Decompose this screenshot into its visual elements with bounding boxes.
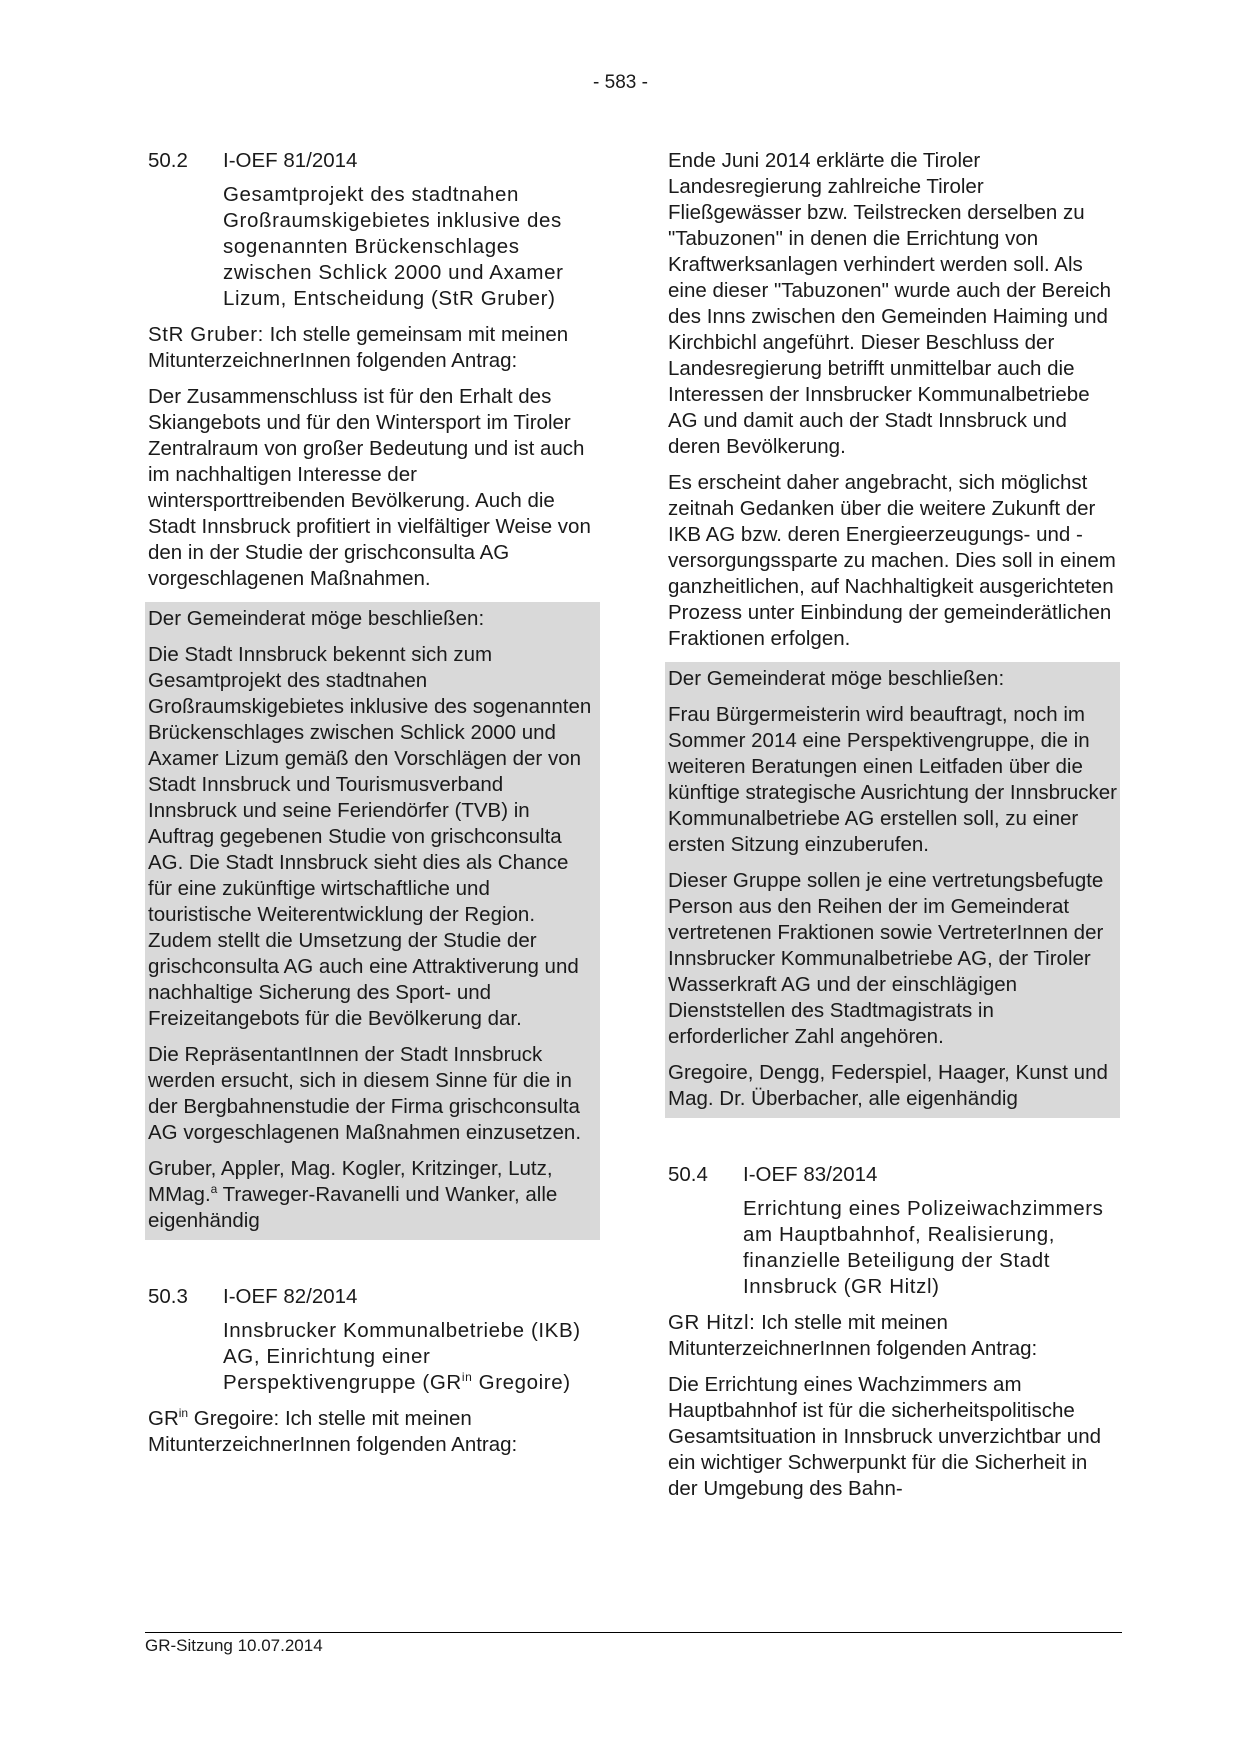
speaker-name: GR — [148, 1407, 179, 1430]
signers-text: Gruber, Appler, Mag. Kogler, Kritzinger, Lutz, MMag. — [148, 1157, 553, 1206]
section-heading-50-3 — [145, 1284, 600, 1310]
section-title: Errichtung eines Polizeiwachzimmers am Hauptbahnhof, Realisierung, finanzielle Beteiligung der Stadt Innsbruck (GR Hitzl) — [743, 1197, 1104, 1298]
intro-paragraph — [145, 322, 600, 374]
intro-text: Gregoire: Ich stelle mit meinen MitunterzeichnerInnen folgenden Antrag: — [148, 1407, 518, 1456]
motion-heading: Der Gemeinderat möge beschließen: — [148, 607, 485, 630]
reason-paragraph: Es erscheint daher angebracht, sich möglichst zeitnah Gedanken über die weitere Zukunft der IKB AG bzw. deren Energieerzeugungs- und -versorgungssparte zu machen. Dies soll in einem ganzheitlichen, auf Nachhaltigkeit ausgerichteten Prozess unter Einbindung der gemeinderätlichen Fraktionen erfolgen. — [668, 471, 1116, 650]
signers — [145, 1152, 600, 1240]
speaker-name: StR Gruber: — [148, 323, 264, 346]
section-number: 50.2 — [148, 149, 188, 172]
title-sup: in — [461, 1370, 473, 1385]
right-column — [665, 148, 1120, 1512]
section-code: I-OEF 83/2014 — [743, 1163, 878, 1186]
section-number: 50.4 — [668, 1163, 708, 1186]
section-gap — [665, 1118, 1120, 1162]
motion-box — [145, 602, 600, 1240]
section-code: I-OEF 81/2014 — [223, 149, 358, 172]
footer-session-date: GR-Sitzung 10.07.2014 — [145, 1636, 323, 1655]
signers-text: Traweger-Ravanelli und Wanker, alle eigenhändig — [148, 1183, 558, 1232]
intro-paragraph — [665, 1310, 1120, 1362]
reason-paragraph: Die Errichtung eines Wachzimmers am Hauptbahnhof ist für die sicherheitspolitische Gesamtsituation in Innsbruck unverzichtbar und ein wichtiger Schwerpunkt für die Sicherheit in der Umgebung des Bahn- — [668, 1373, 1102, 1500]
motion-paragraph: Die RepräsentantInnen der Stadt Innsbruck werden ersucht, sich in diesem Sinne für die in der Bergbahnenstudie der Firma grischconsulta AG vorgeschlagenen Maßnahmen einzusetzen. — [148, 1043, 582, 1144]
page-number: - 583 - — [593, 72, 648, 93]
motion-paragraph: Frau Bürgermeisterin wird beauftragt, noch im Sommer 2014 eine Perspektivengruppe, die in weiteren Beratungen einen Leitfaden über die künftige strategische Ausrichtung der Innsbrucker Kommunalbetriebe AG erstellen soll, zu einer ersten Sitzung einzuberufen. — [668, 703, 1117, 856]
signers: Gregoire, Dengg, Federspiel, Haager, Kunst und Mag. Dr. Überbacher, alle eigenhändig — [668, 1061, 1108, 1110]
motion-paragraph: Die Stadt Innsbruck bekennt sich zum Gesamtprojekt des stadtnahen Großraumskigebietes inklusive des sogenannten Brückenschlages zwischen Schlick 2000 und Axamer Lizum gemäß den Vorschlägen der von Stadt Innsbruck und Tourismusverband Innsbruck und seine Feriendörfer (TVB) in Auftrag gegebenen Studie von grischconsulta AG. Die Stadt Innsbruck sieht dies als Chance für eine zukünftige wirtschaftliche und touristische Weiterentwicklung der Region. Zudem stellt die Umsetzung der Studie der grischconsulta AG auch eine Attraktiverung und nachhaltige Sicherung des Sport- und Freizeitangebots für die Bevölkerung dar. — [148, 643, 592, 1030]
section-title: Gesamtprojekt des stadtnahen Großraumskigebietes inklusive des sogenannten Brückenschlages zwischen Schlick 2000 und Axamer Lizum, Entscheidung (StR Gruber) — [223, 183, 564, 310]
intro-text: Ich stelle mit meinen MitunterzeichnerInnen folgenden Antrag: — [668, 1311, 1038, 1360]
motion-heading: Der Gemeinderat möge beschließen: — [668, 667, 1005, 690]
motion-box — [665, 662, 1120, 1118]
footer-divider — [145, 1632, 1122, 1633]
section-code: I-OEF 82/2014 — [223, 1285, 358, 1308]
intro-paragraph — [145, 1406, 600, 1458]
intro-text: Ich stelle gemeinsam mit meinen MitunterzeichnerInnen folgenden Antrag: — [148, 323, 569, 372]
signers-sup: a — [210, 1182, 218, 1197]
speaker-name: GR Hitzl: — [668, 1311, 756, 1334]
left-column — [145, 148, 600, 1468]
speaker-sup: in — [178, 1406, 189, 1421]
section-number: 50.3 — [148, 1285, 188, 1308]
section-gap — [145, 1240, 600, 1284]
section-title — [220, 1318, 600, 1396]
reason-paragraph: Ende Juni 2014 erklärte die Tiroler Landesregierung zahlreiche Tiroler Fließgewässer bzw. Teilstrecken derselben zu "Tabuzonen" in denen die Errichtung von Kraftwerksanlagen verhindert werden soll. Als eine dieser "Tabuzonen" wurde auch der Bereich des Inns zwischen den Gemeinden Haiming und Kirchbichl angeführt. Dieser Beschluss der Landesregierung betrifft unmittelbar auch die Interessen der Innsbrucker Kommunalbetriebe AG und damit auch der Stadt Innsbruck und deren Bevölkerung. — [668, 149, 1112, 458]
section-heading-50-4 — [665, 1162, 1120, 1188]
motion-paragraph: Dieser Gruppe sollen je eine vertretungsbefugte Person aus den Reihen der im Gemeinderat vertretenen Fraktionen sowie VertreterInnen der Innsbrucker Kommunalbetriebe AG, der Tiroler Wasserkraft AG und der einschlägigen Dienststellen des Stadtmagistrats in erforderlicher Zahl angehören. — [668, 869, 1104, 1048]
title-text: Innsbrucker Kommunalbetriebe (IKB) AG, Einrichtung einer Perspektivengruppe (GR — [223, 1319, 581, 1394]
title-text: Gregoire) — [472, 1371, 571, 1394]
reason-paragraph: Der Zusammenschluss ist für den Erhalt des Skiangebots und für den Wintersport im Tiroler Zentralraum von großer Bedeutung und ist auch im nachhaltigen Interesse der wintersporttreibenden Bevölkerung. Auch die Stadt Innsbruck profitiert in vielfältiger Weise von den in der Studie der grischconsulta AG vorgeschlagenen Maßnahmen. — [148, 385, 591, 590]
section-heading-50-2 — [145, 148, 600, 174]
